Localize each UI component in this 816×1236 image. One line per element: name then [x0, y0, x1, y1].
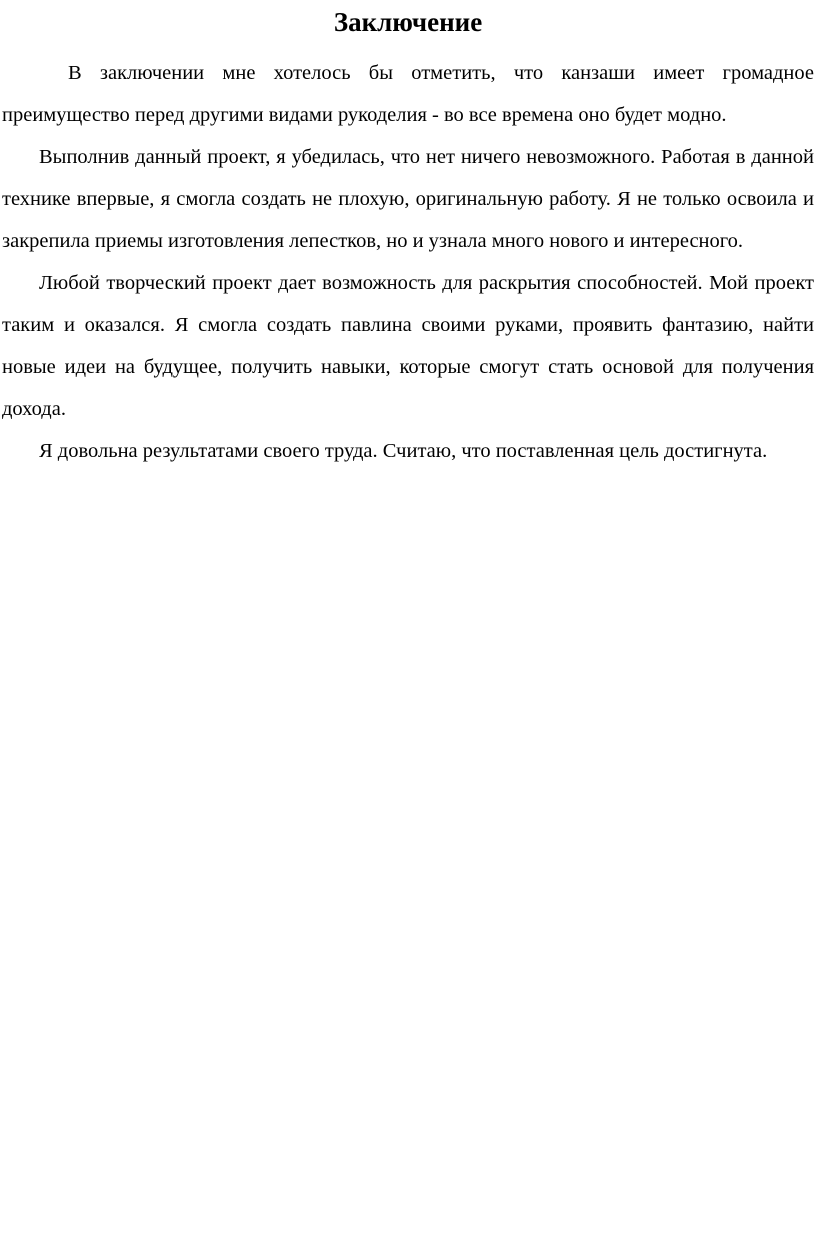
paragraph-2: Выполнив данный проект, я убедилась, что нет ничего невозможного. Работая в данной технике впервые, я смогла создать не плохую, оригинальную работу. Я не только освоила и закрепила приемы изготовления лепестков, но и узнала много нового и интересного.	[2, 146, 814, 252]
paragraph-4: Я довольна результатами своего труда. Считаю, что поставленная цель достигнута.	[39, 440, 768, 462]
paragraph-3: Любой творческий проект дает возможность для раскрытия способностей. Мой проект таким и оказался. Я смогла создать павлина своими руками, проявить фантазию, найти новые идеи на будущее, получить навыки, которые смогут стать основой для получения дохода.	[2, 272, 814, 420]
page-title: Заключение	[333, 7, 483, 37]
paragraph-1: В заключении мне хотелось бы отметить, что канзаши имеет громадное преимущество перед другими видами рукоделия - во все времена оно будет модно.	[2, 62, 814, 126]
